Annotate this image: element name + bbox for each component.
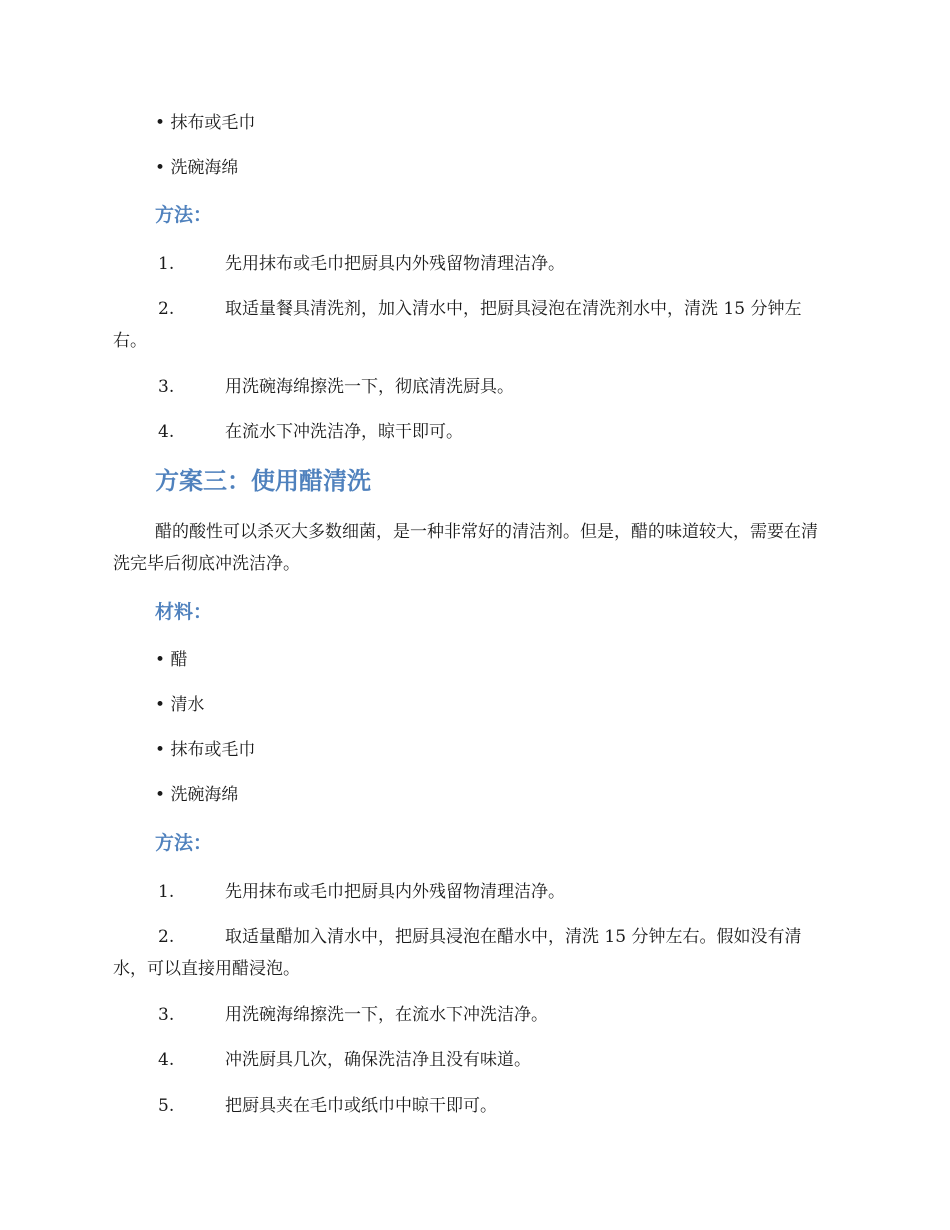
step-item bbox=[113, 921, 833, 985]
section-intro: 醋的酸性可以杀灭大多数细菌，是一种非常好的清洁剂。但是，醋的味道较大，需要在清洗完毕后彻底冲洗洁净。 bbox=[113, 522, 818, 574]
step-text: 取适量餐具清洗剂，加入清水中，把厨具浸泡在清洗剂水中，清洗 15 分钟左右。 bbox=[113, 299, 802, 351]
bullet-marker: • bbox=[155, 158, 166, 178]
step-item bbox=[113, 416, 833, 448]
step-number: 3. bbox=[158, 1005, 175, 1025]
material-item: 洗碗海绵 bbox=[170, 785, 239, 805]
material-item: 抹布或毛巾 bbox=[170, 740, 256, 760]
list-item bbox=[155, 158, 875, 178]
list-item bbox=[155, 650, 875, 670]
material-item: 清水 bbox=[170, 695, 205, 715]
list-item bbox=[155, 113, 875, 133]
material-item: 醋 bbox=[170, 650, 188, 670]
step-item bbox=[113, 248, 833, 280]
step-number: 4. bbox=[158, 1050, 175, 1070]
bullet-marker: • bbox=[155, 785, 166, 805]
step-text: 用洗碗海绵擦洗一下，彻底清洗厨具。 bbox=[225, 377, 514, 397]
step-number: 2. bbox=[158, 927, 175, 947]
material-item: 抹布或毛巾 bbox=[170, 113, 256, 133]
step-item bbox=[113, 999, 833, 1031]
step-item bbox=[113, 371, 833, 403]
bullet-marker: • bbox=[155, 650, 166, 670]
bullet-marker: • bbox=[155, 113, 166, 133]
materials-heading: 材料： bbox=[155, 601, 213, 623]
step-number: 5. bbox=[158, 1096, 175, 1116]
bullet-marker: • bbox=[155, 695, 166, 715]
step-number: 4. bbox=[158, 422, 175, 442]
step-text: 冲洗厨具几次，确保洗洁净且没有味道。 bbox=[225, 1050, 531, 1070]
list-item bbox=[155, 785, 875, 805]
step-text: 取适量醋加入清水中，把厨具浸泡在醋水中，清洗 15 分钟左右。假如没有清水，可以直接用醋浸泡。 bbox=[113, 927, 802, 979]
step-text: 先用抹布或毛巾把厨具内外残留物清理洁净。 bbox=[225, 254, 565, 274]
section-title: 方案三：使用醋清洗 bbox=[155, 467, 371, 495]
step-text: 在流水下冲洗洁净，晾干即可。 bbox=[225, 422, 463, 442]
bullet-marker: • bbox=[155, 740, 166, 760]
step-text: 先用抹布或毛巾把厨具内外残留物清理洁净。 bbox=[225, 882, 565, 902]
step-number: 3. bbox=[158, 377, 175, 397]
method-heading: 方法： bbox=[155, 204, 213, 226]
step-item bbox=[113, 1044, 833, 1076]
step-number: 1. bbox=[158, 882, 175, 902]
step-item bbox=[113, 1090, 833, 1122]
step-number: 1. bbox=[158, 254, 175, 274]
step-item bbox=[113, 876, 833, 908]
step-text: 用洗碗海绵擦洗一下，在流水下冲洗洁净。 bbox=[225, 1005, 548, 1025]
list-item bbox=[155, 695, 875, 715]
method-heading: 方法： bbox=[155, 832, 213, 854]
step-item bbox=[113, 293, 833, 357]
list-item bbox=[155, 740, 875, 760]
material-item: 洗碗海绵 bbox=[170, 158, 239, 178]
step-text: 把厨具夹在毛巾或纸巾中晾干即可。 bbox=[225, 1096, 497, 1116]
step-number: 2. bbox=[158, 299, 175, 319]
